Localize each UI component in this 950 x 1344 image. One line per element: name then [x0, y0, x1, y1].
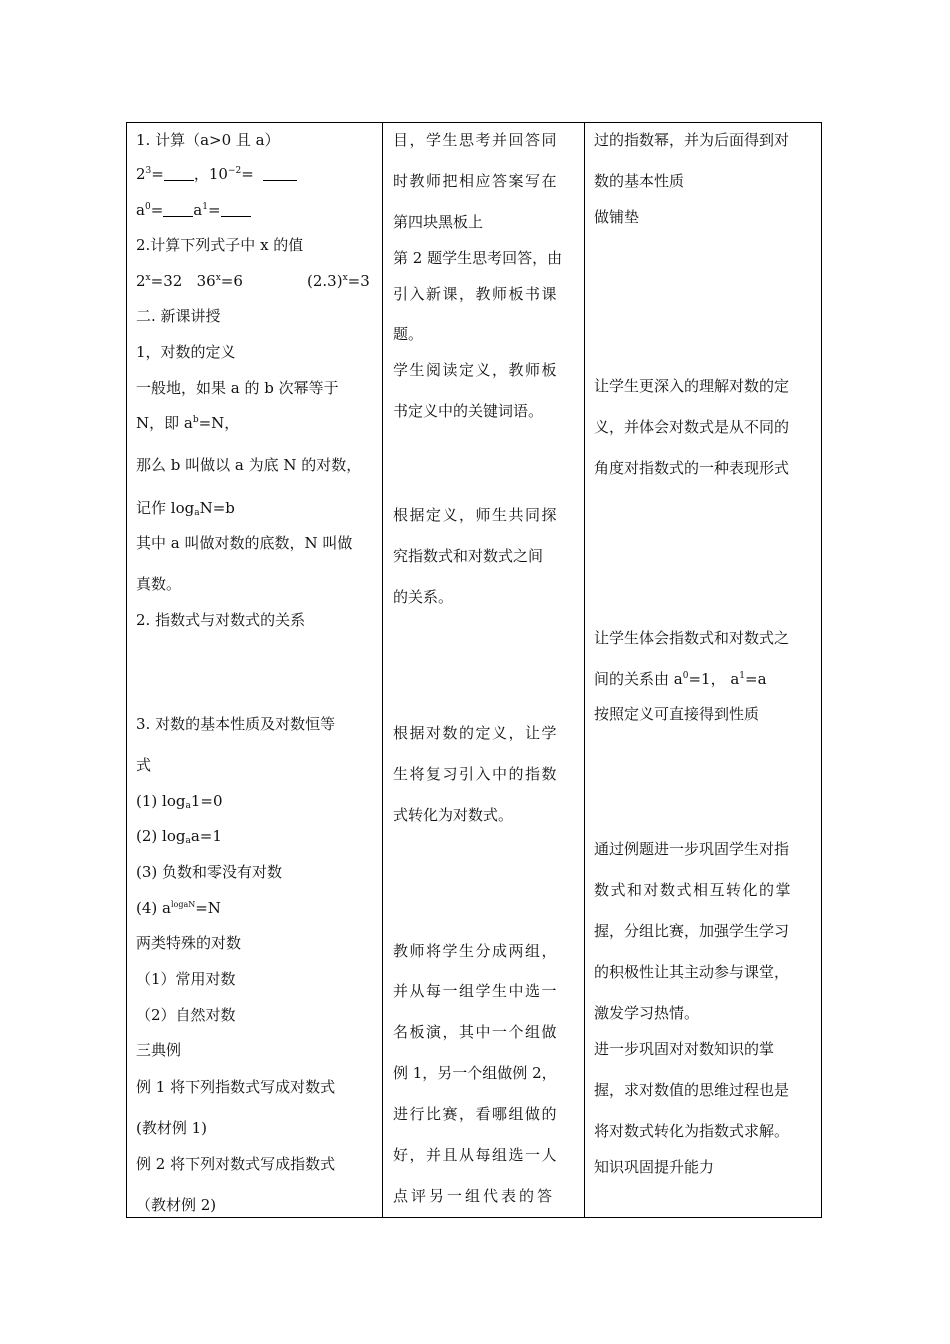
property-item: (4) $a^{logaN}=N$ — [136, 899, 221, 917]
example-item: (教材例 1) — [136, 1119, 208, 1137]
activity-text: 第 2 题学生思考回答，由 — [393, 249, 563, 267]
calc-line-2: $a^0= a^1=$ — [136, 200, 251, 220]
activity-text: 并从每一组学生中选一 — [393, 982, 559, 1000]
find-x-equations: $2^x=32$ $36^x=6$ $(2.3)^x=3$ — [136, 272, 370, 290]
special-log-item: （2）自然对数 — [136, 1006, 236, 1024]
activity-text: 究指数式和对数式之间 — [393, 547, 544, 565]
activity-text: 根据对数的定义，让学 — [393, 724, 559, 742]
definition-text: 那么 b 叫做以 a 为底 N 的对数， — [136, 456, 362, 474]
definition-text: N，即 $a^b=N$， — [136, 414, 240, 432]
definition-text: 一般地，如果 a 的 b 次幂等于 — [136, 379, 339, 397]
subsection-heading: 3. 对数的基本性质及对数恒等 — [136, 715, 336, 733]
subsection-heading: 2. 指数式与对数式的关系 — [136, 611, 306, 629]
activity-text: 引入新课，教师板书课 — [393, 285, 559, 303]
find-x-question: 2.计算下列式子中 x 的值 — [136, 236, 304, 254]
section-heading: 二. 新课讲授 — [136, 307, 221, 325]
special-log-item: （1）常用对数 — [136, 970, 236, 988]
activity-text: 题。 — [393, 325, 424, 343]
intent-text: 角度对指数式的一种表现形式 — [594, 459, 790, 477]
activity-text: 进行比赛，看哪组做的 — [393, 1105, 559, 1123]
intent-text: 做铺垫 — [594, 208, 640, 226]
intent-text: 间的关系由 $a^0=1$， $a^1=a$ — [594, 670, 767, 688]
activity-text: 点评另一组代表的答 — [393, 1187, 556, 1205]
definition-text: 真数。 — [136, 575, 182, 593]
subsection-heading: 式 — [136, 756, 152, 774]
property-item: (2) $\log_aa=1$ — [136, 827, 222, 846]
intent-text: 握，求对数值的思维过程也是 — [594, 1081, 790, 1099]
lesson-plan-table — [126, 122, 822, 1218]
activity-text: 书定义中的关键词语。 — [393, 402, 544, 420]
intent-text: 让学生更深入的理解对数的定 — [594, 377, 790, 395]
example-item: 例 2 将下列对数式写成指数式 — [136, 1155, 336, 1173]
activity-text: 教师将学生分成两组， — [393, 942, 559, 960]
special-logs-heading: 两类特殊的对数 — [136, 934, 242, 952]
subsection-heading: 1，对数的定义 — [136, 343, 236, 361]
activity-text: 生将复习引入中的指数 — [393, 765, 559, 783]
property-item: (3) 负数和零没有对数 — [136, 863, 283, 881]
activity-text: 时教师把相应答案写在 — [393, 172, 559, 190]
example-item: （教材例 2) — [136, 1196, 217, 1214]
example-item: 例 1 将下列指数式写成对数式 — [136, 1078, 336, 1096]
intent-text: 激发学习热情。 — [594, 1004, 700, 1022]
intent-column — [594, 123, 820, 1217]
intent-text: 握，分组比赛，加强学生学习 — [594, 922, 790, 940]
intent-text: 过的指数幂，并为后面得到对 — [594, 131, 790, 149]
property-item: (1) $\log_a1=0$ — [136, 792, 223, 811]
intent-text: 让学生体会指数式和对数式之 — [594, 629, 790, 647]
activity-text: 式转化为对数式。 — [393, 806, 514, 824]
calc-line-1: $2^3=$ ，$10^{-2}=$ — [136, 164, 297, 184]
definition-text: 其中 a 叫做对数的底数，N 叫做 — [136, 534, 353, 552]
intent-text: 数的基本性质 — [594, 172, 685, 190]
activity-text: 的关系。 — [393, 588, 454, 606]
activity-text: 例 1，另一个组做例 2， — [393, 1064, 557, 1082]
intent-text: 义，并体会对数式是从不同的 — [594, 418, 790, 436]
activity-text: 好，并且从每组选一人 — [393, 1146, 559, 1164]
activity-text: 目，学生思考并回答同 — [393, 131, 559, 149]
activity-column — [393, 123, 581, 1217]
intent-text: 的积极性让其主动参与课堂， — [594, 963, 790, 981]
activity-text: 名板演，其中一个组做 — [393, 1023, 559, 1041]
content-column — [136, 123, 380, 1217]
activity-text: 第四块黑板上 — [393, 213, 484, 231]
definition-notation: 记作 $\log_aN=b$ — [136, 499, 235, 518]
column-divider — [382, 123, 383, 1217]
intent-text: 进一步巩固对对数知识的掌 — [594, 1040, 775, 1058]
column-divider — [584, 123, 585, 1217]
intent-text: 数式和对数式相互转化的掌 — [594, 881, 793, 899]
activity-text: 根据定义，师生共同探 — [393, 506, 559, 524]
intent-text: 知识巩固提升能力 — [594, 1158, 715, 1176]
intent-text: 按照定义可直接得到性质 — [594, 705, 760, 723]
activity-text: 学生阅读定义，教师板 — [393, 361, 559, 379]
section-heading: 三典例 — [136, 1041, 182, 1059]
calc-question: 1. 计算（a>0 且 a） — [136, 131, 280, 149]
intent-text: 通过例题进一步巩固学生对指 — [594, 840, 790, 858]
intent-text: 将对数式转化为指数式求解。 — [594, 1122, 790, 1140]
